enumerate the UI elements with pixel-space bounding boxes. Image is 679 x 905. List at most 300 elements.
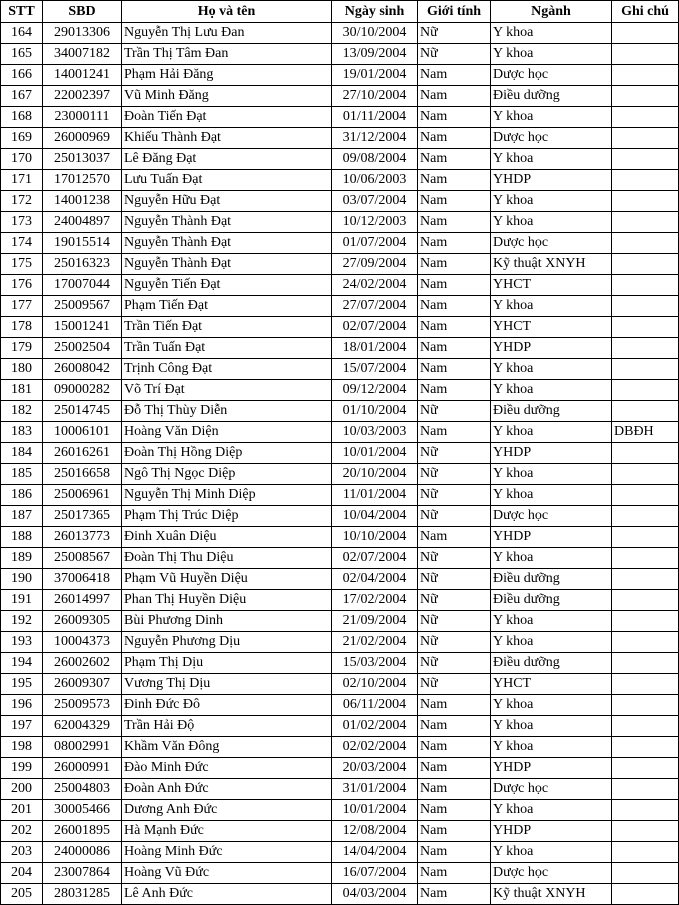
cell-full-name: Nguyễn Phương Dịu (122, 632, 332, 653)
cell-gender: Nam (418, 254, 491, 275)
header-major: Ngành (491, 1, 612, 23)
cell-full-name: Phan Thị Huyền Diệu (122, 590, 332, 611)
table-row (1, 821, 679, 842)
cell-stt: 196 (1, 695, 43, 716)
header-note: Ghi chú (612, 1, 679, 23)
header-row (1, 1, 679, 23)
cell-birth-date: 04/03/2004 (332, 884, 418, 905)
cell-sbd: 26013773 (43, 527, 122, 548)
cell-major: Y khoa (491, 716, 612, 737)
cell-major: Y khoa (491, 548, 612, 569)
table-row (1, 569, 679, 590)
cell-stt: 190 (1, 569, 43, 590)
cell-sbd: 25004803 (43, 779, 122, 800)
cell-major: Dược học (491, 779, 612, 800)
cell-full-name: Nguyễn Thành Đạt (122, 254, 332, 275)
cell-note (612, 443, 679, 464)
cell-gender: Nữ (418, 506, 491, 527)
cell-major: YHDP (491, 443, 612, 464)
cell-stt: 195 (1, 674, 43, 695)
cell-birth-date: 02/02/2004 (332, 737, 418, 758)
cell-full-name: Trần Tiến Đạt (122, 317, 332, 338)
cell-sbd: 25002504 (43, 338, 122, 359)
cell-note (612, 737, 679, 758)
cell-sbd: 34007182 (43, 44, 122, 65)
cell-gender: Nam (418, 695, 491, 716)
table-row (1, 548, 679, 569)
cell-note (612, 527, 679, 548)
cell-stt: 201 (1, 800, 43, 821)
cell-gender: Nam (418, 527, 491, 548)
cell-full-name: Khiếu Thành Đạt (122, 128, 332, 149)
table-row (1, 527, 679, 548)
cell-stt: 202 (1, 821, 43, 842)
cell-sbd: 23007864 (43, 863, 122, 884)
table-row (1, 464, 679, 485)
cell-stt: 204 (1, 863, 43, 884)
cell-full-name: Đoàn Anh Đức (122, 779, 332, 800)
cell-stt: 164 (1, 23, 43, 44)
cell-sbd: 25014745 (43, 401, 122, 422)
cell-stt: 193 (1, 632, 43, 653)
cell-sbd: 25013037 (43, 149, 122, 170)
cell-full-name: Đoàn Thị Hồng Diệp (122, 443, 332, 464)
table-row (1, 800, 679, 821)
cell-gender: Nam (418, 716, 491, 737)
cell-stt: 174 (1, 233, 43, 254)
cell-stt: 198 (1, 737, 43, 758)
cell-sbd: 25006961 (43, 485, 122, 506)
cell-full-name: Lưu Tuấn Đạt (122, 170, 332, 191)
cell-stt: 182 (1, 401, 43, 422)
cell-sbd: 23000111 (43, 107, 122, 128)
cell-major: YHDP (491, 758, 612, 779)
cell-sbd: 19015514 (43, 233, 122, 254)
cell-stt: 192 (1, 611, 43, 632)
cell-full-name: Lê Đăng Đạt (122, 149, 332, 170)
cell-birth-date: 15/07/2004 (332, 359, 418, 380)
cell-major: Điều dưỡng (491, 569, 612, 590)
table-row (1, 380, 679, 401)
cell-stt: 188 (1, 527, 43, 548)
cell-full-name: Hoàng Văn Diện (122, 422, 332, 443)
cell-birth-date: 10/06/2003 (332, 170, 418, 191)
cell-birth-date: 20/10/2004 (332, 464, 418, 485)
table-row (1, 401, 679, 422)
cell-major: Y khoa (491, 296, 612, 317)
cell-birth-date: 11/01/2004 (332, 485, 418, 506)
cell-full-name: Nguyễn Thị Minh Diệp (122, 485, 332, 506)
cell-full-name: Trần Tuấn Đạt (122, 338, 332, 359)
cell-note (612, 506, 679, 527)
cell-note (612, 191, 679, 212)
cell-gender: Nam (418, 380, 491, 401)
cell-full-name: Đoàn Thị Thu Diệu (122, 548, 332, 569)
cell-stt: 180 (1, 359, 43, 380)
cell-stt: 194 (1, 653, 43, 674)
cell-stt: 173 (1, 212, 43, 233)
cell-birth-date: 10/01/2004 (332, 443, 418, 464)
cell-stt: 169 (1, 128, 43, 149)
table-row (1, 611, 679, 632)
cell-birth-date: 27/07/2004 (332, 296, 418, 317)
cell-full-name: Dương Anh Đức (122, 800, 332, 821)
cell-birth-date: 10/12/2003 (332, 212, 418, 233)
cell-note (612, 170, 679, 191)
cell-gender: Nam (418, 884, 491, 905)
table-row (1, 506, 679, 527)
cell-birth-date: 21/02/2004 (332, 632, 418, 653)
cell-gender: Nam (418, 191, 491, 212)
cell-note (612, 800, 679, 821)
cell-full-name: Phạm Hải Đăng (122, 65, 332, 86)
cell-sbd: 30005466 (43, 800, 122, 821)
cell-birth-date: 02/10/2004 (332, 674, 418, 695)
table-row (1, 191, 679, 212)
cell-note (612, 884, 679, 905)
table-row (1, 758, 679, 779)
cell-major: YHDP (491, 338, 612, 359)
cell-birth-date: 02/07/2004 (332, 548, 418, 569)
cell-stt: 172 (1, 191, 43, 212)
cell-sbd: 26009305 (43, 611, 122, 632)
cell-note (612, 128, 679, 149)
cell-birth-date: 20/03/2004 (332, 758, 418, 779)
cell-major: Điều dưỡng (491, 653, 612, 674)
cell-sbd: 26014997 (43, 590, 122, 611)
cell-note (612, 716, 679, 737)
cell-stt: 186 (1, 485, 43, 506)
cell-major: Dược học (491, 65, 612, 86)
cell-stt: 165 (1, 44, 43, 65)
cell-major: Y khoa (491, 359, 612, 380)
cell-full-name: Hoàng Minh Đức (122, 842, 332, 863)
cell-stt: 197 (1, 716, 43, 737)
cell-stt: 171 (1, 170, 43, 191)
cell-major: Y khoa (491, 149, 612, 170)
cell-stt: 203 (1, 842, 43, 863)
cell-full-name: Phạm Tiến Đạt (122, 296, 332, 317)
cell-stt: 167 (1, 86, 43, 107)
cell-full-name: Nguyễn Thị Lưu Đan (122, 23, 332, 44)
cell-gender: Nam (418, 800, 491, 821)
cell-sbd: 25009573 (43, 695, 122, 716)
cell-sbd: 25008567 (43, 548, 122, 569)
table-row (1, 590, 679, 611)
cell-gender: Nam (418, 275, 491, 296)
cell-full-name: Nguyễn Thành Đạt (122, 212, 332, 233)
cell-gender: Nữ (418, 401, 491, 422)
cell-full-name: Hoàng Vũ Đức (122, 863, 332, 884)
table-row (1, 233, 679, 254)
cell-note (612, 212, 679, 233)
cell-note (612, 779, 679, 800)
cell-birth-date: 10/03/2003 (332, 422, 418, 443)
cell-full-name: Trần Thị Tâm Đan (122, 44, 332, 65)
cell-stt: 199 (1, 758, 43, 779)
cell-major: Y khoa (491, 485, 612, 506)
cell-major: YHCT (491, 275, 612, 296)
cell-note (612, 821, 679, 842)
cell-gender: Nam (418, 359, 491, 380)
cell-note (612, 317, 679, 338)
cell-birth-date: 27/10/2004 (332, 86, 418, 107)
cell-major: YHCT (491, 674, 612, 695)
table-row (1, 674, 679, 695)
cell-birth-date: 30/10/2004 (332, 23, 418, 44)
cell-major: Dược học (491, 233, 612, 254)
table-row (1, 107, 679, 128)
cell-major: Dược học (491, 506, 612, 527)
table-row (1, 422, 679, 443)
cell-stt: 181 (1, 380, 43, 401)
cell-note (612, 149, 679, 170)
cell-full-name: Đoàn Tiến Đạt (122, 107, 332, 128)
cell-note (612, 254, 679, 275)
table-row (1, 128, 679, 149)
cell-full-name: Đỗ Thị Thùy Diễn (122, 401, 332, 422)
cell-major: Y khoa (491, 107, 612, 128)
cell-sbd: 26001895 (43, 821, 122, 842)
cell-note (612, 401, 679, 422)
table-row (1, 842, 679, 863)
cell-birth-date: 10/04/2004 (332, 506, 418, 527)
header-stt: STT (1, 1, 43, 23)
cell-birth-date: 02/04/2004 (332, 569, 418, 590)
cell-note (612, 632, 679, 653)
cell-note (612, 653, 679, 674)
cell-gender: Nữ (418, 674, 491, 695)
table-row (1, 716, 679, 737)
table-row (1, 149, 679, 170)
cell-sbd: 26016261 (43, 443, 122, 464)
cell-birth-date: 31/12/2004 (332, 128, 418, 149)
cell-birth-date: 18/01/2004 (332, 338, 418, 359)
cell-note (612, 233, 679, 254)
cell-major: Kỹ thuật XNYH (491, 884, 612, 905)
cell-note (612, 65, 679, 86)
cell-stt: 184 (1, 443, 43, 464)
cell-note (612, 590, 679, 611)
header-full-name: Họ và tên (122, 1, 332, 23)
cell-full-name: Phạm Thị Trúc Diệp (122, 506, 332, 527)
cell-sbd: 37006418 (43, 569, 122, 590)
cell-sbd: 10004373 (43, 632, 122, 653)
cell-major: Y khoa (491, 632, 612, 653)
cell-full-name: Đinh Đức Đô (122, 695, 332, 716)
cell-note (612, 464, 679, 485)
cell-note (612, 338, 679, 359)
cell-note (612, 569, 679, 590)
cell-gender: Nữ (418, 653, 491, 674)
cell-gender: Nữ (418, 464, 491, 485)
table-row (1, 359, 679, 380)
cell-note (612, 380, 679, 401)
cell-gender: Nam (418, 338, 491, 359)
cell-full-name: Đinh Xuân Diệu (122, 527, 332, 548)
cell-full-name: Lê Anh Đức (122, 884, 332, 905)
cell-major: Y khoa (491, 842, 612, 863)
cell-stt: 185 (1, 464, 43, 485)
cell-sbd: 26000991 (43, 758, 122, 779)
cell-major: Y khoa (491, 44, 612, 65)
header-gender: Giới tính (418, 1, 491, 23)
cell-birth-date: 09/08/2004 (332, 149, 418, 170)
table-row (1, 317, 679, 338)
cell-gender: Nữ (418, 590, 491, 611)
cell-full-name: Trịnh Công Đạt (122, 359, 332, 380)
cell-birth-date: 31/01/2004 (332, 779, 418, 800)
cell-sbd: 17012570 (43, 170, 122, 191)
table-row (1, 44, 679, 65)
cell-full-name: Phạm Thị Dịu (122, 653, 332, 674)
cell-birth-date: 01/07/2004 (332, 233, 418, 254)
cell-major: YHDP (491, 821, 612, 842)
cell-note (612, 695, 679, 716)
cell-gender: Nam (418, 737, 491, 758)
cell-note (612, 359, 679, 380)
cell-stt: 191 (1, 590, 43, 611)
cell-birth-date: 01/11/2004 (332, 107, 418, 128)
cell-sbd: 14001241 (43, 65, 122, 86)
cell-sbd: 24000086 (43, 842, 122, 863)
cell-major: Dược học (491, 863, 612, 884)
table-row (1, 254, 679, 275)
cell-full-name: Nguyễn Hữu Đạt (122, 191, 332, 212)
cell-gender: Nữ (418, 23, 491, 44)
header-birth-date: Ngày sinh (332, 1, 418, 23)
cell-major: YHDP (491, 527, 612, 548)
cell-birth-date: 16/07/2004 (332, 863, 418, 884)
cell-full-name: Khầm Văn Đông (122, 737, 332, 758)
table-row (1, 296, 679, 317)
cell-sbd: 26000969 (43, 128, 122, 149)
cell-stt: 200 (1, 779, 43, 800)
cell-stt: 205 (1, 884, 43, 905)
cell-gender: Nữ (418, 44, 491, 65)
cell-birth-date: 17/02/2004 (332, 590, 418, 611)
cell-full-name: Đào Minh Đức (122, 758, 332, 779)
cell-sbd: 14001238 (43, 191, 122, 212)
cell-birth-date: 01/10/2004 (332, 401, 418, 422)
cell-gender: Nam (418, 821, 491, 842)
table-row (1, 485, 679, 506)
cell-birth-date: 27/09/2004 (332, 254, 418, 275)
cell-gender: Nữ (418, 548, 491, 569)
cell-sbd: 17007044 (43, 275, 122, 296)
cell-major: Y khoa (491, 611, 612, 632)
cell-note (612, 758, 679, 779)
cell-note (612, 44, 679, 65)
cell-note (612, 548, 679, 569)
header-sbd: SBD (43, 1, 122, 23)
cell-stt: 183 (1, 422, 43, 443)
table-row (1, 65, 679, 86)
table-row (1, 86, 679, 107)
table-row (1, 884, 679, 905)
cell-stt: 166 (1, 65, 43, 86)
cell-gender: Nam (418, 863, 491, 884)
table-row (1, 23, 679, 44)
cell-sbd: 09000282 (43, 380, 122, 401)
table-row (1, 737, 679, 758)
table-row (1, 338, 679, 359)
cell-gender: Nam (418, 128, 491, 149)
cell-note (612, 296, 679, 317)
cell-gender: Nam (418, 233, 491, 254)
cell-gender: Nam (418, 842, 491, 863)
cell-sbd: 24004897 (43, 212, 122, 233)
cell-sbd: 25009567 (43, 296, 122, 317)
cell-major: Y khoa (491, 464, 612, 485)
cell-sbd: 10006101 (43, 422, 122, 443)
table-row (1, 653, 679, 674)
cell-birth-date: 02/07/2004 (332, 317, 418, 338)
cell-gender: Nam (418, 107, 491, 128)
cell-gender: Nam (418, 317, 491, 338)
cell-sbd: 62004329 (43, 716, 122, 737)
cell-sbd: 25016658 (43, 464, 122, 485)
cell-sbd: 08002991 (43, 737, 122, 758)
cell-gender: Nam (418, 170, 491, 191)
cell-full-name: Ngô Thị Ngọc Diệp (122, 464, 332, 485)
table-row (1, 632, 679, 653)
cell-birth-date: 01/02/2004 (332, 716, 418, 737)
cell-note (612, 863, 679, 884)
cell-full-name: Võ Trí Đạt (122, 380, 332, 401)
cell-major: Y khoa (491, 737, 612, 758)
cell-stt: 170 (1, 149, 43, 170)
cell-major: Y khoa (491, 23, 612, 44)
cell-full-name: Vương Thị Dịu (122, 674, 332, 695)
table-row (1, 275, 679, 296)
cell-major: Kỹ thuật XNYH (491, 254, 612, 275)
cell-birth-date: 09/12/2004 (332, 380, 418, 401)
cell-stt: 176 (1, 275, 43, 296)
cell-gender: Nữ (418, 443, 491, 464)
cell-full-name: Bùi Phương Dinh (122, 611, 332, 632)
cell-gender: Nam (418, 212, 491, 233)
cell-full-name: Nguyễn Thành Đạt (122, 233, 332, 254)
cell-birth-date: 06/11/2004 (332, 695, 418, 716)
cell-gender: Nam (418, 296, 491, 317)
cell-full-name: Vũ Minh Đăng (122, 86, 332, 107)
cell-sbd: 26008042 (43, 359, 122, 380)
cell-birth-date: 19/01/2004 (332, 65, 418, 86)
cell-gender: Nữ (418, 632, 491, 653)
cell-stt: 187 (1, 506, 43, 527)
cell-note (612, 275, 679, 296)
cell-gender: Nữ (418, 569, 491, 590)
cell-note (612, 842, 679, 863)
cell-note (612, 485, 679, 506)
cell-full-name: Phạm Vũ Huyền Diệu (122, 569, 332, 590)
cell-gender: Nam (418, 422, 491, 443)
cell-gender: Nữ (418, 611, 491, 632)
cell-gender: Nam (418, 65, 491, 86)
cell-major: Điều dưỡng (491, 590, 612, 611)
cell-major: Điều dưỡng (491, 401, 612, 422)
cell-note (612, 674, 679, 695)
cell-major: YHCT (491, 317, 612, 338)
cell-full-name: Trần Hải Độ (122, 716, 332, 737)
cell-major: Dược học (491, 128, 612, 149)
cell-major: YHDP (491, 170, 612, 191)
cell-gender: Nam (418, 779, 491, 800)
cell-major: Y khoa (491, 191, 612, 212)
table-row (1, 863, 679, 884)
cell-birth-date: 10/10/2004 (332, 527, 418, 548)
